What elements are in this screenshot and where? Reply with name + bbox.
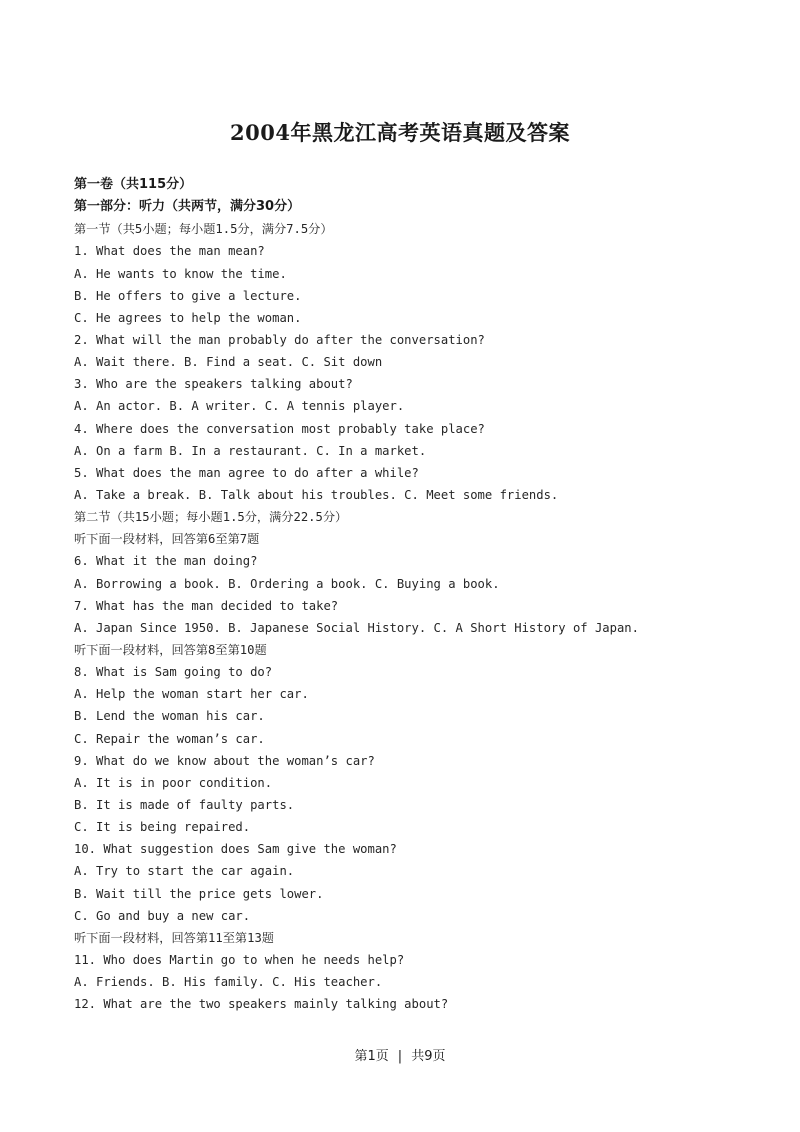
text-line: B. Wait till the price gets lower.	[74, 886, 324, 901]
text-line: A. On a farm B. In a restaurant. C. In a market.	[74, 443, 427, 458]
text-line: 5. What does the man agree to do after a while?	[74, 465, 419, 480]
text-line: A. Take a break. B. Talk about his troubles. C. Meet some friends.	[74, 487, 559, 502]
page-footer	[0, 1047, 800, 1067]
document-body	[74, 174, 734, 1015]
text-line: 第二节（共15小题；每小题1.5分，满分22.5分）	[74, 510, 348, 525]
text-line: B. Lend the woman his car.	[74, 709, 265, 724]
section-heading: 第一部分：听力（共两节，满分30分）	[74, 199, 301, 215]
text-line: A. He wants to know the time.	[74, 266, 287, 281]
page-total: 共9页	[411, 1049, 446, 1064]
text-line: 10. What suggestion does Sam give the woman?	[74, 842, 397, 857]
text-line: A. Wait there. B. Find a seat. C. Sit down	[74, 355, 383, 370]
text-line: 1. What does the man mean?	[74, 244, 265, 259]
page-number: 第1页	[354, 1049, 389, 1064]
text-line: 9. What do we know about the woman’s car?	[74, 753, 375, 768]
text-line: B. He offers to give a lecture.	[74, 288, 302, 303]
text-line: 3. Who are the speakers talking about?	[74, 377, 353, 392]
text-line: 8. What is Sam going to do?	[74, 665, 273, 680]
text-line: C. He agrees to help the woman.	[74, 310, 302, 325]
text-line: 听下面一段材料，回答第8至第10题	[74, 642, 267, 657]
text-line: 2. What will the man probably do after the conversation?	[74, 332, 485, 347]
text-line: A. Japan Since 1950. B. Japanese Social History. C. A Short History of Japan.	[74, 620, 639, 635]
section-heading: 第一卷（共115分）	[74, 177, 193, 192]
text-line: 听下面一段材料，回答第6至第7题	[74, 532, 260, 547]
text-line: 11. Who does Martin go to when he needs help?	[74, 952, 405, 967]
text-line: C. It is being repaired.	[74, 820, 251, 835]
text-line: A. It is in poor condition.	[74, 775, 273, 790]
text-line: 12. What are the two speakers mainly talking about?	[74, 997, 449, 1012]
text-line: 6. What it the man doing?	[74, 554, 258, 569]
text-line: A. Friends. B. His family. C. His teacher.	[74, 975, 383, 990]
footer-separator: |	[397, 1049, 403, 1064]
text-line: A. Help the woman start her car.	[74, 687, 309, 702]
page-title: 2004年黑龙江高考英语真题及答案	[230, 120, 570, 145]
text-line: 7. What has the man decided to take?	[74, 598, 339, 613]
text-line: 听下面一段材料，回答第11至第13题	[74, 930, 274, 945]
text-line: A. Borrowing a book. B. Ordering a book. C. Buying a book.	[74, 576, 500, 591]
text-line: B. It is made of faulty parts.	[74, 797, 295, 812]
text-line: C. Go and buy a new car.	[74, 908, 251, 923]
text-line: C. Repair the woman’s car.	[74, 731, 265, 746]
text-line: 4. Where does the conversation most probably take place?	[74, 421, 485, 436]
text-line: A. An actor. B. A writer. C. A tennis player.	[74, 399, 405, 414]
text-line: A. Try to start the car again.	[74, 864, 295, 879]
text-line: 第一节（共5小题；每小题1.5分，满分7.5分）	[74, 222, 333, 237]
